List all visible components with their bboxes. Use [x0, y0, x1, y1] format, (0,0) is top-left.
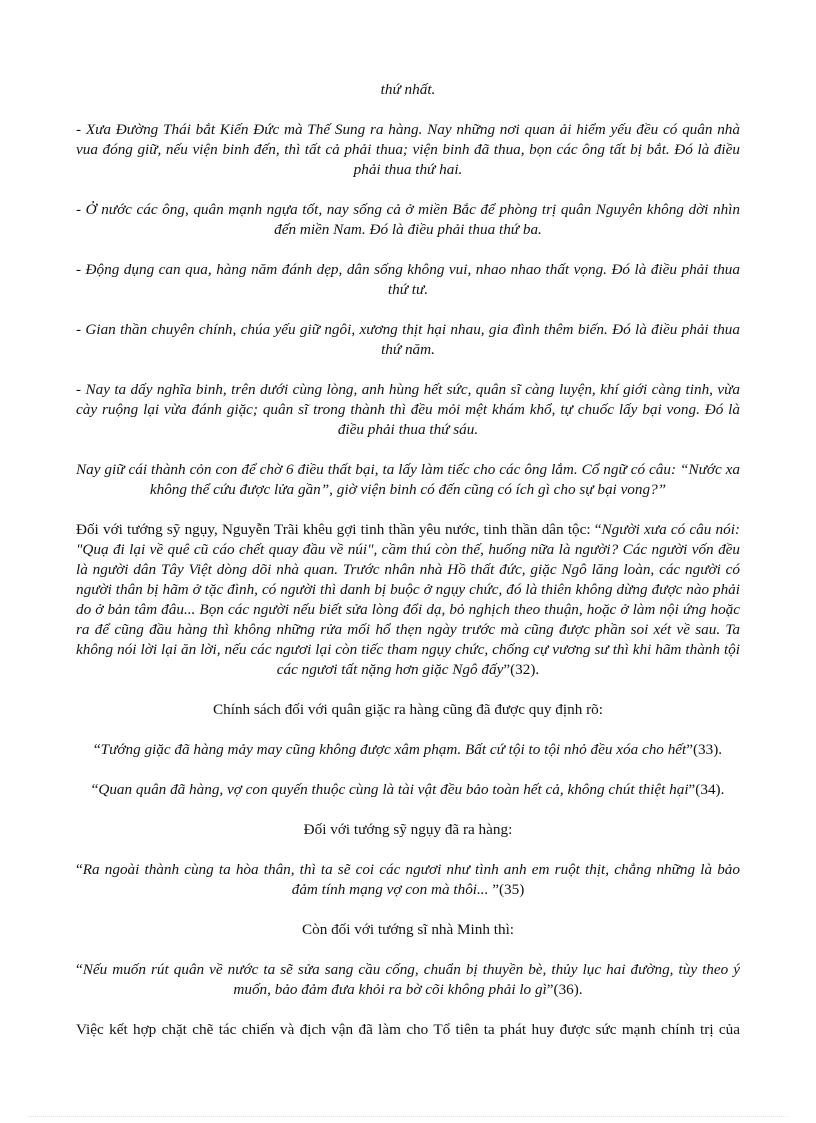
- paragraph-conclusion-quote: Nay giữ cái thành cỏn con để chờ 6 điều thất bại, ta lấy làm tiếc cho các ông lắm. Cổ ngữ có câu: “Nước xa không thể cứu được lửa gần”, giờ viện binh có đến cũng có ích gì cho sự bại vong?”: [76, 461, 740, 498]
- paragraph-quote-33: [76, 740, 740, 760]
- paragraph-intro-text: Đối với tướng sỹ ngụy, Nguyễn Trãi khêu gợi tinh thần yêu nước, tinh thần dân tộc: “: [76, 521, 602, 538]
- paragraph-reason-two: - Xưa Đường Thái bắt Kiến Đức mà Thế Sung ra hàng. Nay những nơi quan ải hiểm yếu đều có quân nhà vua đóng giữ, nếu viện binh đến, thì tất cả phải thua; viện binh đã thua, bọn các ông tất bị bắt. Đó là điều phải thua thứ hai.: [76, 121, 740, 178]
- paragraph-reason-three: - Ở nước các ông, quân mạnh ngựa tốt, nay sống cả ở miền Bắc để phòng trị quân Nguyên không dời nhìn đến miền Nam. Đó là điều phải thua thứ ba.: [76, 201, 740, 238]
- citation: ”(33).: [686, 741, 723, 758]
- paragraph-policy-intro: Chính sách đối với quân giặc ra hàng cũng đã được quy định rõ:: [213, 701, 603, 718]
- open-quote: “: [91, 781, 99, 798]
- paragraph-reason-five: - Gian thần chuyên chính, chúa yếu giữ ngôi, xương thịt hại nhau, gia đình thêm biến. Đó là điều phải thua thứ năm.: [76, 321, 740, 358]
- citation: ”(36).: [546, 981, 583, 998]
- paragraph-ming-intro: Còn đối với tướng sĩ nhà Minh thì:: [301, 921, 515, 938]
- document-body: [76, 80, 740, 1060]
- citation: ”(32).: [503, 661, 540, 678]
- quote-text: Ra ngoài thành cùng ta hòa thân, thì ta sẽ coi các ngươi như tình anh em ruột thịt, chẳng những là bảo đảm tính mạng vợ con mà thôi...: [82, 861, 740, 898]
- page-bottom-divider: [28, 1116, 788, 1117]
- citation: ”(35): [492, 881, 525, 898]
- paragraph-reason-six: - Nay ta dấy nghĩa binh, trên dưới cùng lòng, anh hùng hết sức, quân sĩ càng luyện, khí giới càng tinh, vừa cày ruộng lại vừa đánh giặc; quân sĩ trong thành thì đều mỏi mệt khám khổ, tự chuốc lấy bại vong. Đó là điều phải thua thứ sáu.: [76, 381, 740, 438]
- open-quote: “: [76, 861, 83, 878]
- paragraph-continuation: thứ nhất.: [380, 81, 436, 98]
- open-quote: “: [93, 741, 101, 758]
- quote-text: Tướng giặc đã hàng mảy may cũng không được xâm phạm. Bất cứ tội to tội nhỏ đều xóa cho hết: [100, 741, 687, 758]
- quote-text: Quan quân đã hàng, vợ con quyến thuộc cùng là tài vật đều bảo toàn hết cả, không chút thiệt hại: [98, 781, 689, 798]
- paragraph-final: Việc kết hợp chặt chẽ tác chiến và địch vận đã làm cho Tổ tiên ta phát huy được sức mạnh chính trị của: [76, 1021, 740, 1038]
- quote-text: Nếu muốn rút quân về nước ta sẽ sửa sang cầu cống, chuẩn bị thuyền bè, thủy lục hai đường, tùy theo ý muốn, bảo đảm đưa khỏi ra bờ cõi không phải lo gì: [82, 961, 740, 998]
- paragraph-quote-36: [76, 960, 740, 1000]
- paragraph-surrendered-intro: Đối với tướng sỹ ngụy đã ra hàng:: [303, 821, 513, 838]
- paragraph-quote-35: [76, 860, 740, 900]
- quote-text: Người xưa có câu nói: "Quạ đi lại về quê cũ cáo chết quay đầu về núi", cầm thú còn thế, huống nữa là người? Các người vốn đều là người dân Tây Việt dòng dõi nhà quan. Trước nhân nhà Hồ thất đức, giặc Ngô lăng loàn, các người có người thân bị hãm ở tặc đình, có người thì danh bị buộc ở ngụy chức, đó là thiên không dừng được nào phải do ở bản tâm đâu... Bọn các người nếu biết sửa lòng đổi dạ, bỏ nghịch theo thuận, hoặc ở làm nội ứng hoặc ra để cũng đầu hàng thì không những rửa mối hổ thẹn ngày trước mà cũng được phần soi xét về sau. Ta không nói lời lại ăn lời, nếu các ngươi lại còn tiếc tham ngụy chức, chống cự vương sư thì khi hãm thành tội các ngươi tất nặng hơn giặc Ngô đấy: [76, 521, 740, 678]
- citation: ”(34).: [688, 781, 725, 798]
- paragraph-ngu-soldiers: [76, 520, 740, 680]
- paragraph-reason-four: - Động dụng can qua, hàng năm đánh dẹp, dân sống không vui, nhao nhao thất vọng. Đó là điều phải thua thứ tư.: [76, 261, 740, 298]
- paragraph-quote-34: [76, 780, 740, 800]
- open-quote: “: [76, 961, 83, 978]
